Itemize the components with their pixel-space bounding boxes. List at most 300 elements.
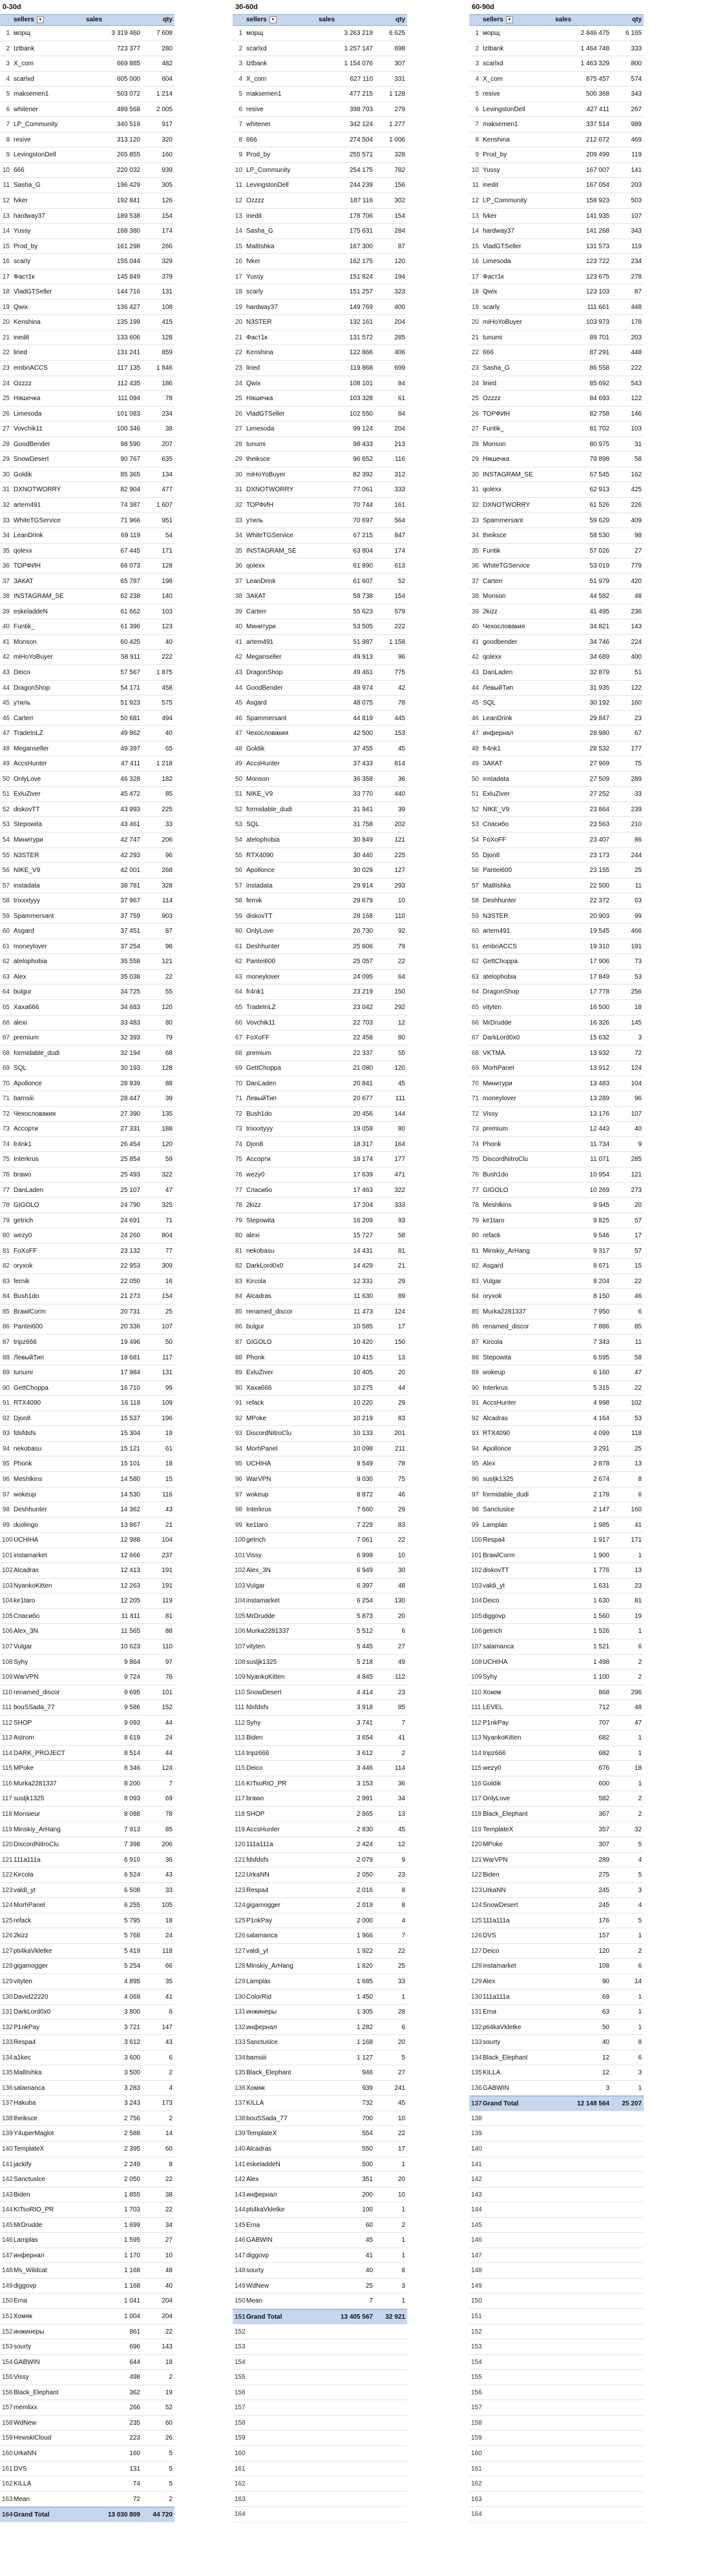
table-row[interactable]	[0, 924, 174, 939]
table-row[interactable]	[469, 498, 644, 513]
table-row[interactable]	[0, 604, 174, 620]
table-row[interactable]	[469, 345, 644, 361]
table-row[interactable]	[233, 1244, 407, 1259]
table-row[interactable]	[469, 1791, 644, 1807]
table-row[interactable]	[469, 1091, 644, 1107]
table-row[interactable]	[233, 1746, 407, 1762]
table-row[interactable]	[469, 72, 644, 87]
table-row[interactable]	[233, 345, 407, 361]
table-row[interactable]	[0, 696, 174, 711]
table-row[interactable]	[0, 239, 174, 255]
table-row[interactable]	[233, 2294, 407, 2309]
table-row[interactable]	[0, 1456, 174, 1472]
table-row[interactable]	[233, 650, 407, 665]
table-row[interactable]	[0, 376, 174, 392]
table-row[interactable]	[0, 1944, 174, 1959]
table-row[interactable]	[233, 1426, 407, 1442]
table-row[interactable]	[469, 391, 644, 407]
table-row[interactable]	[0, 437, 174, 452]
table-row[interactable]	[0, 893, 174, 909]
table-row[interactable]	[233, 513, 407, 529]
table-row[interactable]	[0, 2462, 174, 2477]
table-row[interactable]	[233, 619, 407, 635]
table-row[interactable]	[0, 1167, 174, 1183]
table-row[interactable]	[233, 407, 407, 422]
table-row[interactable]	[233, 2233, 407, 2248]
table-row[interactable]	[233, 1061, 407, 1076]
table-row[interactable]	[469, 1319, 644, 1335]
table-row[interactable]	[233, 1837, 407, 1853]
table-row[interactable]	[0, 848, 174, 864]
table-row[interactable]	[469, 665, 644, 681]
table-row[interactable]	[0, 635, 174, 650]
table-row[interactable]	[0, 1076, 174, 1092]
table-row[interactable]	[233, 1624, 407, 1639]
table-row[interactable]	[233, 604, 407, 620]
table-row[interactable]	[233, 1853, 407, 1868]
table-row[interactable]	[233, 1304, 407, 1320]
table-row[interactable]	[233, 2005, 407, 2020]
table-row[interactable]	[0, 1350, 174, 1366]
table-row[interactable]	[469, 1030, 644, 1046]
table-row[interactable]	[469, 437, 644, 452]
table-row[interactable]	[233, 2111, 407, 2127]
table-row[interactable]	[469, 1716, 644, 1731]
table-row[interactable]	[469, 1061, 644, 1076]
empty-row[interactable]	[469, 2325, 644, 2340]
table-row[interactable]	[469, 1518, 644, 1533]
table-row[interactable]	[469, 741, 644, 757]
table-row[interactable]	[233, 1487, 407, 1503]
empty-row[interactable]	[469, 2370, 644, 2385]
table-row[interactable]	[233, 2081, 407, 2096]
empty-row[interactable]	[469, 2309, 644, 2325]
table-row[interactable]	[233, 1183, 407, 1198]
table-row[interactable]	[233, 726, 407, 741]
table-row[interactable]	[233, 848, 407, 864]
table-row[interactable]	[469, 270, 644, 285]
table-row[interactable]	[469, 1593, 644, 1609]
table-row[interactable]	[0, 224, 174, 239]
table-row[interactable]	[0, 1853, 174, 1868]
table-row[interactable]	[469, 1259, 644, 1274]
table-row[interactable]	[0, 1259, 174, 1274]
table-row[interactable]	[469, 102, 644, 118]
table-row[interactable]	[0, 102, 174, 118]
table-row[interactable]	[0, 2309, 174, 2325]
table-row[interactable]	[469, 954, 644, 970]
table-row[interactable]	[469, 1289, 644, 1304]
table-row[interactable]	[0, 2050, 174, 2066]
table-row[interactable]	[233, 787, 407, 802]
table-row[interactable]	[0, 407, 174, 422]
table-row[interactable]	[0, 1472, 174, 1487]
table-row[interactable]	[469, 1502, 644, 1518]
filter-dropdown-icon[interactable]: ▾	[37, 16, 44, 23]
table-row[interactable]	[469, 1609, 644, 1624]
table-row[interactable]	[0, 1609, 174, 1624]
table-row[interactable]	[233, 1776, 407, 1792]
empty-row[interactable]	[469, 2187, 644, 2203]
table-row[interactable]	[469, 133, 644, 148]
table-row[interactable]	[0, 270, 174, 285]
table-row[interactable]	[469, 1152, 644, 1167]
table-row[interactable]	[233, 924, 407, 939]
table-row[interactable]	[0, 1913, 174, 1929]
table-row[interactable]	[469, 2005, 644, 2020]
table-row[interactable]	[469, 619, 644, 635]
table-row[interactable]	[0, 726, 174, 741]
table-row[interactable]	[469, 909, 644, 924]
table-row[interactable]	[233, 939, 407, 955]
table-row[interactable]	[233, 2157, 407, 2173]
table-row[interactable]	[0, 2233, 174, 2248]
table-row[interactable]	[469, 1183, 644, 1198]
empty-row[interactable]	[233, 2446, 407, 2462]
table-row[interactable]	[0, 2218, 174, 2233]
table-row[interactable]	[469, 482, 644, 498]
table-row[interactable]	[0, 467, 174, 483]
table-row[interactable]	[0, 1030, 174, 1046]
table-row[interactable]	[233, 756, 407, 772]
table-row[interactable]	[0, 163, 174, 178]
table-row[interactable]	[0, 1761, 174, 1776]
table-row[interactable]	[0, 817, 174, 833]
table-row[interactable]	[0, 2325, 174, 2340]
empty-row[interactable]	[469, 2431, 644, 2446]
table-row[interactable]	[0, 2339, 174, 2355]
table-row[interactable]	[0, 2263, 174, 2279]
table-row[interactable]	[233, 1030, 407, 1046]
table-row[interactable]	[0, 681, 174, 696]
table-row[interactable]	[0, 117, 174, 133]
table-row[interactable]	[469, 284, 644, 300]
empty-row[interactable]	[233, 2476, 407, 2492]
table-row[interactable]	[233, 452, 407, 467]
table-row[interactable]	[469, 513, 644, 529]
table-row[interactable]	[0, 528, 174, 544]
table-row[interactable]	[233, 817, 407, 833]
table-row[interactable]	[0, 452, 174, 467]
table-row[interactable]	[469, 1974, 644, 1990]
table-row[interactable]	[0, 1304, 174, 1320]
table-row[interactable]	[233, 1350, 407, 1366]
table-row[interactable]	[233, 1898, 407, 1913]
table-row[interactable]	[0, 1883, 174, 1899]
empty-row[interactable]	[469, 2279, 644, 2294]
table-row[interactable]	[233, 635, 407, 650]
table-row[interactable]	[233, 1137, 407, 1153]
table-row[interactable]	[0, 650, 174, 665]
table-row[interactable]	[0, 970, 174, 985]
table-row[interactable]	[233, 133, 407, 148]
table-row[interactable]	[0, 2416, 174, 2431]
table-row[interactable]	[469, 1730, 644, 1746]
empty-row[interactable]	[233, 2400, 407, 2416]
table-row[interactable]	[469, 1563, 644, 1579]
table-row[interactable]	[233, 2172, 407, 2187]
table-row[interactable]	[0, 1426, 174, 1442]
table-row[interactable]	[0, 1730, 174, 1746]
table-row[interactable]	[0, 1928, 174, 1944]
table-row[interactable]	[0, 802, 174, 818]
table-row[interactable]	[233, 1548, 407, 1564]
table-row[interactable]	[0, 2065, 174, 2081]
table-row[interactable]	[469, 421, 644, 437]
table-row[interactable]	[233, 802, 407, 818]
table-row[interactable]	[0, 1319, 174, 1335]
table-row[interactable]	[469, 1822, 644, 1838]
table-row[interactable]	[233, 1883, 407, 1899]
empty-row[interactable]	[469, 2263, 644, 2279]
table-row[interactable]	[469, 1655, 644, 1670]
table-row[interactable]	[0, 772, 174, 787]
table-row[interactable]	[469, 1137, 644, 1153]
table-row[interactable]	[469, 1487, 644, 1503]
table-row[interactable]	[233, 117, 407, 133]
empty-row[interactable]	[469, 2142, 644, 2157]
table-row[interactable]	[0, 315, 174, 330]
table-row[interactable]	[469, 559, 644, 574]
table-row[interactable]	[469, 635, 644, 650]
table-row[interactable]	[0, 1990, 174, 2005]
table-row[interactable]	[0, 1137, 174, 1153]
table-row[interactable]	[233, 300, 407, 315]
table-row[interactable]	[469, 681, 644, 696]
table-row[interactable]	[233, 2065, 407, 2081]
table-row[interactable]	[469, 452, 644, 467]
table-row[interactable]	[0, 1746, 174, 1762]
table-row[interactable]	[0, 863, 174, 878]
table-row[interactable]	[233, 498, 407, 513]
table-row[interactable]	[0, 1411, 174, 1427]
table-row[interactable]	[233, 1670, 407, 1685]
header-sellers[interactable]	[244, 15, 317, 25]
table-row[interactable]	[233, 559, 407, 574]
table-row[interactable]	[469, 1365, 644, 1381]
table-row[interactable]	[233, 56, 407, 72]
table-row[interactable]	[233, 41, 407, 57]
table-row[interactable]	[469, 574, 644, 590]
table-row[interactable]	[0, 1487, 174, 1503]
table-row[interactable]	[469, 726, 644, 741]
table-row[interactable]	[233, 467, 407, 483]
table-row[interactable]	[469, 330, 644, 346]
table-row[interactable]	[233, 2142, 407, 2157]
table-row[interactable]	[233, 2020, 407, 2036]
table-row[interactable]	[233, 1122, 407, 1137]
table-row[interactable]	[469, 1548, 644, 1564]
table-row[interactable]	[0, 2020, 174, 2036]
table-row[interactable]	[0, 1122, 174, 1137]
table-row[interactable]	[469, 2065, 644, 2081]
empty-row[interactable]	[469, 2476, 644, 2492]
table-row[interactable]	[469, 1685, 644, 1701]
empty-row[interactable]	[233, 2462, 407, 2477]
table-row[interactable]	[233, 1913, 407, 1929]
table-row[interactable]	[469, 1426, 644, 1442]
table-row[interactable]	[0, 26, 174, 41]
table-row[interactable]	[0, 2370, 174, 2385]
table-row[interactable]	[469, 1000, 644, 1016]
table-row[interactable]	[0, 2005, 174, 2020]
empty-row[interactable]	[233, 2370, 407, 2385]
table-row[interactable]	[0, 1776, 174, 1792]
table-row[interactable]	[0, 391, 174, 407]
table-row[interactable]	[469, 209, 644, 224]
table-row[interactable]	[469, 1898, 644, 1913]
table-row[interactable]	[469, 1350, 644, 1366]
table-row[interactable]	[233, 1365, 407, 1381]
empty-row[interactable]	[469, 2385, 644, 2401]
empty-row[interactable]	[469, 2462, 644, 2477]
table-row[interactable]	[469, 817, 644, 833]
table-row[interactable]	[233, 1259, 407, 1274]
table-row[interactable]	[0, 421, 174, 437]
table-row[interactable]	[469, 56, 644, 72]
table-row[interactable]	[469, 407, 644, 422]
table-row[interactable]	[0, 1959, 174, 1974]
table-row[interactable]	[469, 1746, 644, 1762]
table-row[interactable]	[0, 300, 174, 315]
table-row[interactable]	[233, 1518, 407, 1533]
table-row[interactable]	[469, 1579, 644, 1594]
table-row[interactable]	[233, 2096, 407, 2111]
table-row[interactable]	[233, 772, 407, 787]
table-row[interactable]	[233, 2218, 407, 2233]
table-row[interactable]	[469, 528, 644, 544]
table-row[interactable]	[0, 1381, 174, 1396]
empty-row[interactable]	[469, 2172, 644, 2187]
table-row[interactable]	[233, 482, 407, 498]
table-row[interactable]	[233, 1046, 407, 1061]
table-row[interactable]	[233, 2126, 407, 2142]
table-row[interactable]	[233, 26, 407, 41]
table-row[interactable]	[233, 1974, 407, 1990]
table-row[interactable]	[0, 1579, 174, 1594]
table-row[interactable]	[233, 970, 407, 985]
table-row[interactable]	[233, 1319, 407, 1335]
table-row[interactable]	[233, 893, 407, 909]
empty-row[interactable]	[233, 2492, 407, 2507]
table-row[interactable]	[0, 1548, 174, 1564]
table-row[interactable]	[233, 1761, 407, 1776]
table-row[interactable]	[469, 315, 644, 330]
table-row[interactable]	[469, 544, 644, 559]
table-row[interactable]	[469, 87, 644, 102]
table-row[interactable]	[0, 711, 174, 727]
table-row[interactable]	[469, 1016, 644, 1031]
empty-row[interactable]	[233, 2431, 407, 2446]
table-row[interactable]	[0, 2172, 174, 2187]
table-row[interactable]	[233, 1167, 407, 1183]
table-row[interactable]	[469, 893, 644, 909]
table-row[interactable]	[233, 681, 407, 696]
table-row[interactable]	[233, 361, 407, 376]
empty-row[interactable]	[469, 2111, 644, 2127]
empty-row[interactable]	[469, 2126, 644, 2142]
table-row[interactable]	[233, 1593, 407, 1609]
table-row[interactable]	[0, 1624, 174, 1639]
table-row[interactable]	[0, 1822, 174, 1838]
table-row[interactable]	[0, 1791, 174, 1807]
table-row[interactable]	[469, 772, 644, 787]
table-row[interactable]	[0, 2431, 174, 2446]
table-row[interactable]	[469, 1700, 644, 1716]
table-row[interactable]	[233, 985, 407, 1000]
table-row[interactable]	[0, 787, 174, 802]
table-row[interactable]	[469, 787, 644, 802]
table-row[interactable]	[233, 2050, 407, 2066]
table-row[interactable]	[233, 544, 407, 559]
table-row[interactable]	[233, 102, 407, 118]
table-row[interactable]	[469, 1046, 644, 1061]
table-row[interactable]	[469, 1304, 644, 1320]
table-row[interactable]	[233, 665, 407, 681]
table-row[interactable]	[233, 1685, 407, 1701]
table-row[interactable]	[469, 1472, 644, 1487]
table-row[interactable]	[233, 1807, 407, 1822]
table-row[interactable]	[469, 756, 644, 772]
table-row[interactable]	[0, 559, 174, 574]
table-row[interactable]	[0, 1289, 174, 1304]
empty-row[interactable]	[469, 2233, 644, 2248]
table-row[interactable]	[233, 878, 407, 894]
table-row[interactable]	[0, 619, 174, 635]
table-row[interactable]	[0, 482, 174, 498]
table-row[interactable]	[233, 696, 407, 711]
table-row[interactable]	[233, 2248, 407, 2264]
table-row[interactable]	[0, 1213, 174, 1229]
table-row[interactable]	[0, 1016, 174, 1031]
table-row[interactable]	[0, 147, 174, 163]
empty-row[interactable]	[233, 2325, 407, 2340]
table-row[interactable]	[233, 528, 407, 544]
table-row[interactable]	[233, 178, 407, 193]
table-row[interactable]	[233, 1091, 407, 1107]
table-row[interactable]	[0, 1000, 174, 1016]
table-row[interactable]	[233, 741, 407, 757]
table-row[interactable]	[469, 1990, 644, 2005]
table-row[interactable]	[233, 1579, 407, 1594]
table-row[interactable]	[469, 1837, 644, 1853]
table-row[interactable]	[0, 2279, 174, 2294]
table-row[interactable]	[233, 1456, 407, 1472]
table-row[interactable]	[0, 1533, 174, 1548]
table-row[interactable]	[233, 1502, 407, 1518]
table-row[interactable]	[469, 1639, 644, 1655]
table-row[interactable]	[233, 1289, 407, 1304]
filter-dropdown-icon[interactable]: ▾	[506, 16, 513, 23]
table-row[interactable]	[233, 209, 407, 224]
table-row[interactable]	[0, 209, 174, 224]
table-row[interactable]	[469, 147, 644, 163]
table-row[interactable]	[469, 924, 644, 939]
table-row[interactable]	[469, 1076, 644, 1092]
table-row[interactable]	[0, 1442, 174, 1457]
table-row[interactable]	[0, 2096, 174, 2111]
table-row[interactable]	[233, 254, 407, 270]
table-row[interactable]	[233, 1442, 407, 1457]
table-row[interactable]	[233, 330, 407, 346]
header-sellers[interactable]	[12, 15, 84, 25]
table-row[interactable]	[233, 863, 407, 878]
table-row[interactable]	[0, 72, 174, 87]
table-row[interactable]	[469, 1198, 644, 1213]
table-row[interactable]	[0, 1563, 174, 1579]
table-row[interactable]	[469, 1533, 644, 1548]
table-row[interactable]	[233, 147, 407, 163]
